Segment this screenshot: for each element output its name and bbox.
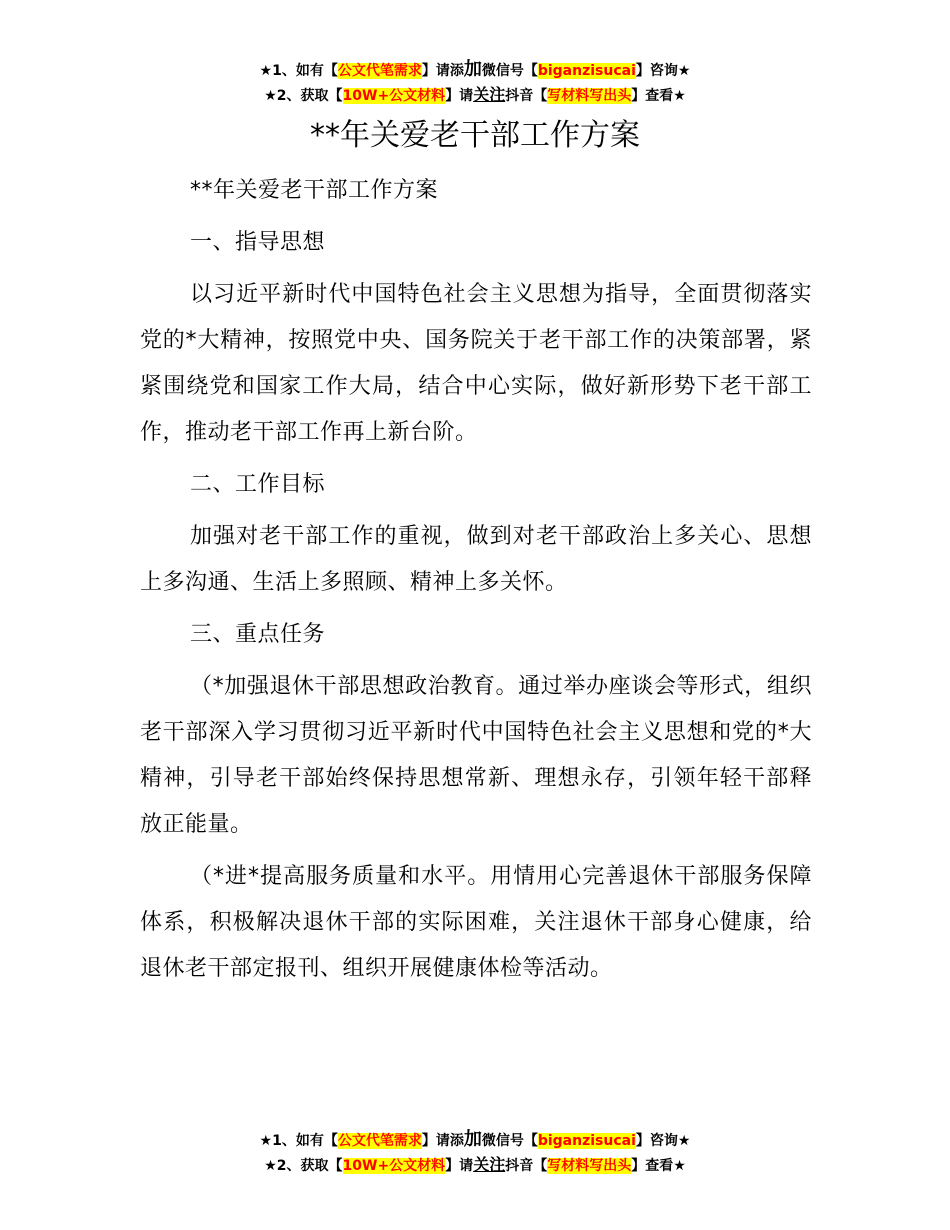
section-heading-key-tasks: 三、重点任务 bbox=[190, 622, 326, 647]
paragraph-task-1: （*加强退休干部思想政治教育。通过举办座谈会等形式，组织老干部深入学习贯彻习近平新时代中国特色社会主义思想和党的*大精神，引导老干部始终保持思想常新、理想永存，引领年轻干部释放正能量。 bbox=[140, 674, 812, 837]
paragraph-task-2: （*进*提高服务质量和水平。用情用心完善退休干部服务保障体系，积极解决退休干部的实际困难，关注退休干部身心健康，给退休老干部定报刊、组织开展健康体检等活动。 bbox=[140, 864, 812, 981]
promo-text: 微信号【 bbox=[481, 63, 538, 79]
promo-douyin-id: 写材料写出头 bbox=[547, 1158, 632, 1174]
paragraph-guiding-ideology: 以习近平新时代中国特色社会主义思想为指导，全面贯彻落实党的*大精神，按照党中央、国务院关于老干部工作的决策部署，紧紧围绕党和国家工作大局，结合中心实际，做好新形势下老干部工作，推动老干部工作再上新台阶。 bbox=[140, 282, 812, 445]
promo-emphasis: 关注 bbox=[473, 85, 506, 104]
promo-line-1 bbox=[0, 1128, 950, 1153]
promo-line-1 bbox=[0, 58, 950, 83]
promo-wechat-id: biganzisucai bbox=[537, 1133, 636, 1149]
promo-text: ★1、如有【 bbox=[259, 63, 338, 79]
promo-text: ★2、获取【 bbox=[264, 88, 343, 104]
promo-text: 】请 bbox=[445, 88, 474, 104]
promo-text: 】查看★ bbox=[631, 88, 686, 104]
promo-emphasis: 关注 bbox=[473, 1155, 506, 1174]
promo-text: 】咨询★ bbox=[635, 1133, 691, 1149]
promo-highlight: 公文代笔需求 bbox=[337, 1133, 422, 1149]
promo-wechat-id: biganzisucai bbox=[537, 63, 636, 79]
promo-text: ★1、如有【 bbox=[259, 1133, 338, 1149]
paragraph-work-goals: 加强对老干部工作的重视，做到对老干部政治上多关心、思想上多沟通、生活上多照顾、精神上多关怀。 bbox=[140, 524, 812, 595]
promo-text: 】请添 bbox=[421, 1133, 464, 1149]
footer-promo-banner bbox=[0, 1128, 950, 1178]
paragraph-subtitle: **年关爱老干部工作方案 bbox=[190, 178, 439, 203]
promo-highlight: 10W+公文材料 bbox=[342, 88, 446, 104]
page-title: **年关爱老干部工作方案 bbox=[310, 118, 640, 153]
promo-text: 】查看★ bbox=[631, 1158, 686, 1174]
promo-emphasis: 加 bbox=[463, 59, 482, 80]
promo-emphasis: 加 bbox=[463, 1129, 482, 1150]
promo-text: 】请 bbox=[445, 1158, 474, 1174]
promo-line-2 bbox=[0, 1153, 950, 1178]
promo-highlight: 公文代笔需求 bbox=[337, 63, 422, 79]
promo-text: 微信号【 bbox=[481, 1133, 538, 1149]
promo-text: ★2、获取【 bbox=[264, 1158, 343, 1174]
promo-text: 抖音【 bbox=[505, 1158, 548, 1174]
section-heading-guiding-ideology: 一、指导思想 bbox=[190, 230, 326, 255]
promo-douyin-id: 写材料写出头 bbox=[547, 88, 632, 104]
promo-highlight: 10W+公文材料 bbox=[342, 1158, 446, 1174]
promo-text: 】请添 bbox=[421, 63, 464, 79]
document-body bbox=[140, 168, 812, 998]
promo-text: 】咨询★ bbox=[635, 63, 691, 79]
promo-text: 抖音【 bbox=[505, 88, 548, 104]
section-heading-work-goals: 二、工作目标 bbox=[190, 472, 326, 497]
header-promo-banner bbox=[0, 58, 950, 108]
promo-line-2 bbox=[0, 83, 950, 108]
